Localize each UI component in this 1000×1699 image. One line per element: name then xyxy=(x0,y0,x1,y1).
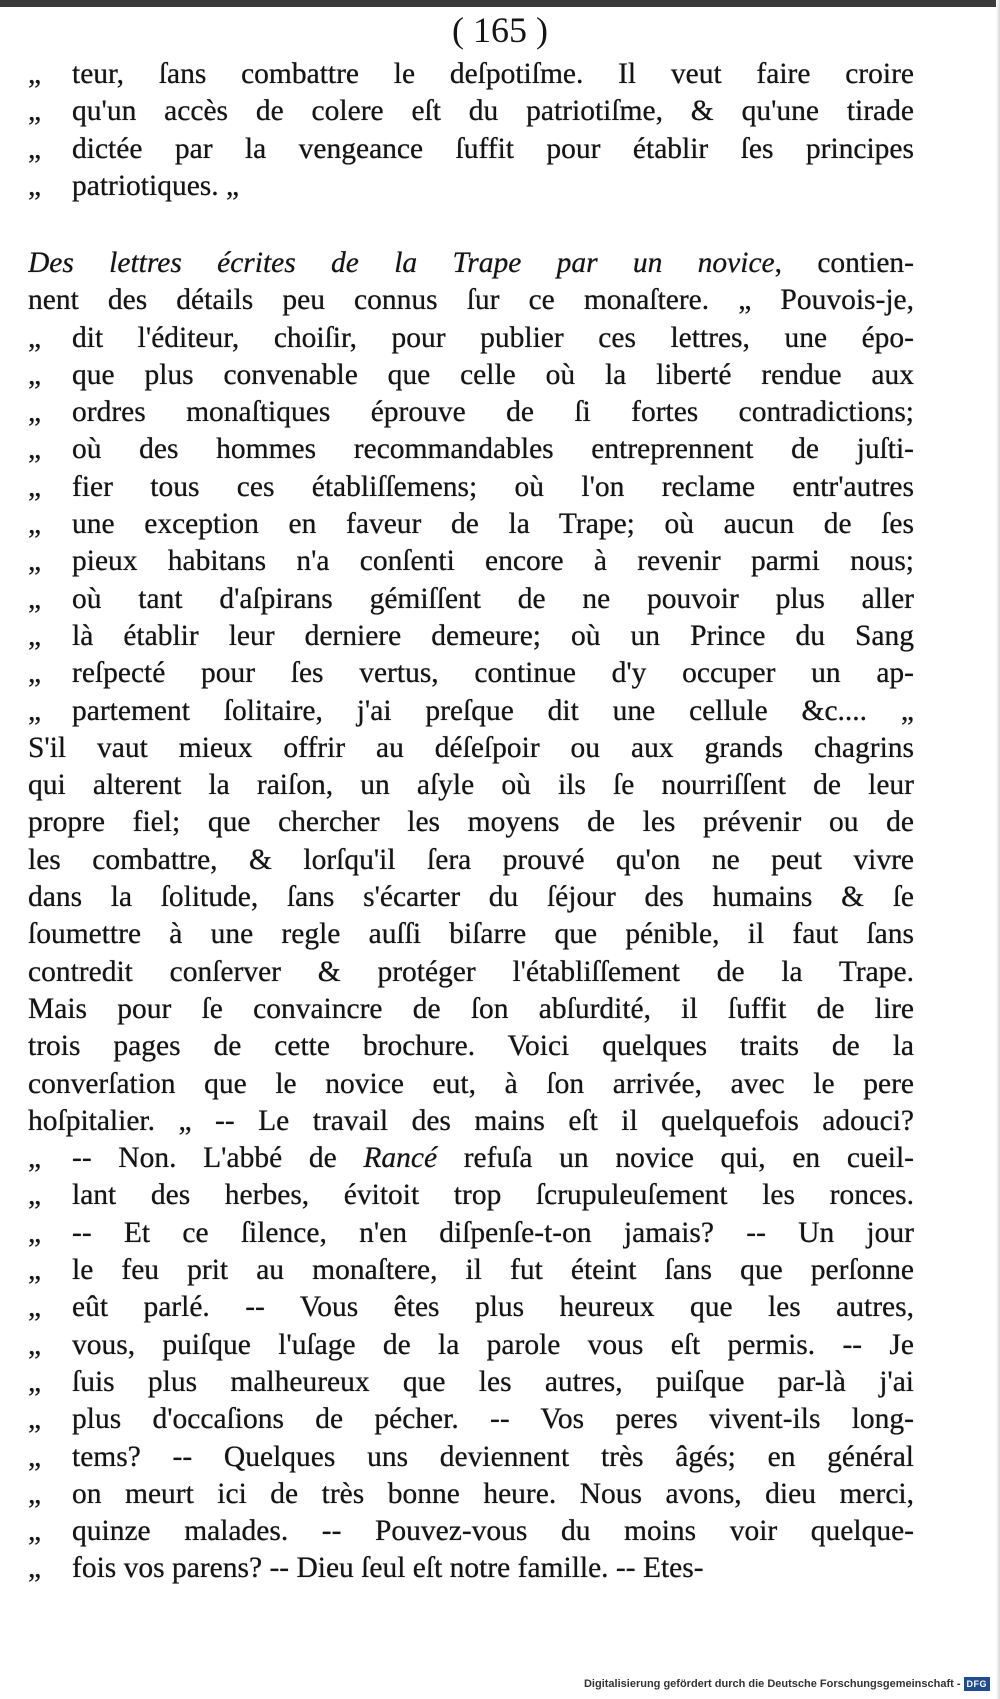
line-text: on meurt ici de très bonne heure. Nous avons, dieu merci, xyxy=(72,1477,914,1510)
line-text: dictée par la vengeance ſuffit pour établir ſes principes xyxy=(72,132,914,165)
text-line xyxy=(28,357,914,394)
quote-mark: „ xyxy=(28,95,42,128)
line-text: Mais pour ſe convaincre de ſon abſurdité, il ſuffit de lire xyxy=(28,992,914,1025)
quote-mark: „ xyxy=(28,58,42,90)
line-text: fois vos parens? -- Dieu ſeul eſt notre famille. -- Etes- xyxy=(72,1552,704,1585)
line-text: où tant d'aſpirans gémiſſent de ne pouvoir plus aller xyxy=(72,582,914,615)
line-text: que plus convenable que celle où la liberté rendue aux xyxy=(72,358,914,391)
dfg-logo: DFG xyxy=(964,1677,991,1691)
text-line xyxy=(28,1364,914,1401)
line-text: ſuis plus malheureux que les autres, puiſque par-là j'ai xyxy=(72,1365,914,1398)
digitization-credit xyxy=(584,1675,990,1693)
text-line xyxy=(28,804,914,841)
line-text: où des hommes recommandables entreprennent de juſti- xyxy=(72,433,914,466)
line-text: eût parlé. -- Vous êtes plus heureux que les autres, xyxy=(72,1291,914,1324)
text-line xyxy=(28,581,914,618)
text-line xyxy=(28,320,914,357)
line-text: -- Non. L'abbé de Rancé refuſa un novice qui, en cueil- xyxy=(72,1142,914,1175)
text-line xyxy=(28,431,914,468)
text-line xyxy=(28,394,914,431)
text-line xyxy=(28,879,914,916)
quote-mark: „ xyxy=(28,396,42,429)
text-line xyxy=(28,655,914,692)
quote-mark: „ xyxy=(28,1142,42,1175)
line-text: quinze malades. -- Pouvez-vous du moins voir quelque- xyxy=(72,1515,914,1548)
quote-mark: „ xyxy=(28,470,42,503)
quote-mark: „ xyxy=(28,1216,42,1249)
quote-mark: „ xyxy=(28,358,42,391)
scan-top-border xyxy=(0,0,1000,7)
text-line xyxy=(28,1028,914,1065)
line-text: lant des herbes, évitoit trop ſcrupuleuſement les ronces. xyxy=(72,1179,914,1212)
text-line xyxy=(28,1513,914,1550)
line-text: qu'un accès de colere eſt du patriotiſme, & qu'une tirade xyxy=(72,95,914,128)
quote-mark: „ xyxy=(28,1440,42,1473)
line-text: converſation que le novice eut, à ſon arrivée, avec le pere xyxy=(28,1067,914,1100)
line-text: propre fiel; que chercher les moyens de les prévenir ou de xyxy=(28,806,914,839)
line-text: qui alterent la raiſon, un aſyle où ils ſe nourriſſent de leur xyxy=(28,769,914,802)
quote-mark: „ xyxy=(28,1254,42,1287)
line-text: partement ſolitaire, j'ai preſque dit une cellule &c.... „ xyxy=(72,694,914,727)
text-line xyxy=(28,1252,914,1289)
line-text: contredit conſerver & protéger l'établiſſement de la Trape. xyxy=(28,955,914,988)
paragraph-1 xyxy=(28,56,914,205)
quote-mark: „ xyxy=(28,1552,42,1585)
quote-mark: „ xyxy=(28,1477,42,1510)
line-text: nent des détails peu connus ſur ce monaſtere. „ Pouvois-je, xyxy=(28,284,914,317)
text-line xyxy=(28,506,914,543)
quote-mark: „ xyxy=(28,1365,42,1398)
footer-text: Digitalisierung gefördert durch die Deutsche Forschungsgemeinschaft - xyxy=(583,1678,961,1690)
book-title: Des lettres écrites de la Trape par un novice xyxy=(28,247,775,279)
text-line xyxy=(28,543,914,580)
line-text: Des lettres écrites de la Trape par un novice, contien- xyxy=(28,247,914,279)
quote-mark: „ xyxy=(28,1515,42,1548)
line-text: pieux habitans n'a conſenti encore à revenir parmi nous; xyxy=(72,545,914,578)
text-line xyxy=(28,767,914,804)
line-text: ſoumettre à une regle auſſi biſarre que pénible, il faut ſans xyxy=(28,918,914,951)
line-text: ordres monaſtiques éprouve de ſi fortes contradictions; xyxy=(72,396,914,429)
quote-mark: „ xyxy=(28,1291,42,1324)
text-line xyxy=(28,1327,914,1364)
text-line xyxy=(28,93,914,130)
text-line xyxy=(28,1177,914,1214)
text-line xyxy=(28,469,914,506)
line-text: là établir leur derniere demeure; où un Prince du Sang xyxy=(72,619,914,652)
line-text: patriotiques. „ xyxy=(72,169,240,202)
quote-mark: „ xyxy=(28,545,42,578)
text-line xyxy=(28,1215,914,1252)
line-text: les combattre, & lorſqu'il ſera prouvé qu'on ne peut vivre xyxy=(28,843,914,876)
quote-mark: „ xyxy=(28,433,42,466)
line-text: S'il vaut mieux offrir au déſeſpoir ou aux grands chagrins xyxy=(28,731,914,764)
line-text: plus d'occaſions de pécher. -- Vos peres vivent-ils long- xyxy=(72,1403,914,1436)
quote-mark: „ xyxy=(28,169,42,202)
quote-mark: „ xyxy=(28,694,42,727)
line-text: une exception en faveur de la Trape; où aucun de ſes xyxy=(72,508,914,541)
text-line xyxy=(28,245,914,282)
quote-mark: „ xyxy=(28,1403,42,1436)
paragraph-2 xyxy=(28,245,914,1588)
scan-right-edge xyxy=(996,0,1000,1699)
line-text: dans la ſolitude, ſans s'écarter du ſéjour des humains & ſe xyxy=(28,881,914,914)
quote-mark: „ xyxy=(28,132,42,165)
text-line xyxy=(28,1550,914,1587)
text-line xyxy=(28,1066,914,1103)
text-line xyxy=(28,1401,914,1438)
line-text: vous, puiſque l'uſage de la parole vous eſt permis. -- Je xyxy=(72,1328,914,1361)
line-text: tems? -- Quelques uns deviennent très âgés; en général xyxy=(72,1440,914,1473)
text-line xyxy=(28,282,914,319)
text-line xyxy=(28,916,914,953)
quote-mark: „ xyxy=(28,582,42,615)
quote-mark: „ xyxy=(28,321,42,354)
line-text: hoſpitalier. „ -- Le travail des mains eſt il quelquefois adouci? xyxy=(28,1104,914,1137)
text-line xyxy=(28,1289,914,1326)
quote-mark: „ xyxy=(28,619,42,652)
line-text: teur, ſans combattre le deſpotiſme. Il veut faire croire xyxy=(72,58,914,90)
quote-mark: „ xyxy=(28,1328,42,1361)
text-line xyxy=(28,56,914,93)
text-line xyxy=(28,1439,914,1476)
line-text: trois pages de cette brochure. Voici quelques traits de la xyxy=(28,1030,914,1063)
line-text: reſpecté pour ſes vertus, continue d'y occuper un ap- xyxy=(72,657,914,690)
line-text: fier tous ces établiſſemens; où l'on reclame entr'autres xyxy=(72,470,914,503)
text-line xyxy=(28,1103,914,1140)
name-rance: Rancé xyxy=(363,1142,438,1175)
text-line xyxy=(28,618,914,655)
line-text: le feu prit au monaſtere, il fut éteint ſans que perſonne xyxy=(72,1254,914,1287)
text-line xyxy=(28,1140,914,1177)
text-line xyxy=(28,131,914,168)
text-line xyxy=(28,1476,914,1513)
line-text: dit l'éditeur, choiſir, pour publier ces lettres, une épo- xyxy=(72,321,914,354)
quote-mark: „ xyxy=(28,657,42,690)
text-line xyxy=(28,730,914,767)
text-line xyxy=(28,168,914,205)
text-line xyxy=(28,954,914,991)
text-line xyxy=(28,991,914,1028)
quote-mark: „ xyxy=(28,1179,42,1212)
text-line xyxy=(28,693,914,730)
text-line xyxy=(28,842,914,879)
line-text: -- Et ce ſilence, n'en diſpenſe-t-on jamais? -- Un jour xyxy=(72,1216,914,1249)
page-number: ( 165 ) xyxy=(452,10,548,50)
quote-mark: „ xyxy=(28,508,42,541)
